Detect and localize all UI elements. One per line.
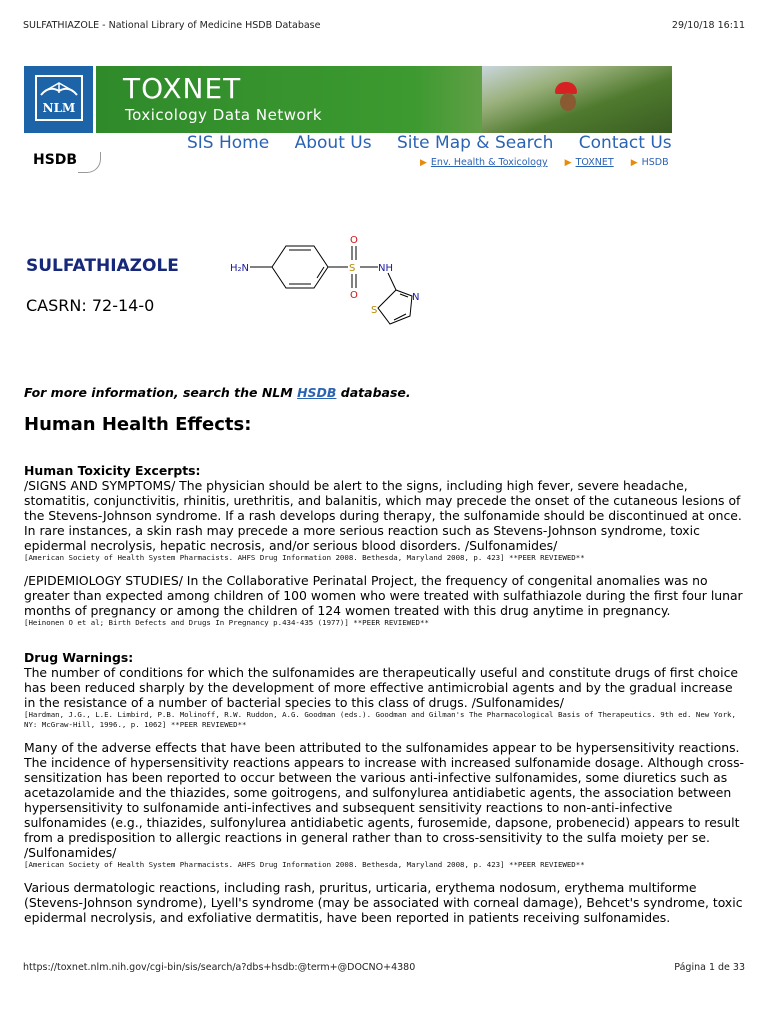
citation-drug-warning-1: [Hardman, J.G., L.E. Limbird, P.B. Molinoff, R.W. Ruddon, A.G. Goodman (eds.). Goodman and Gilman's The Pharmacological Basis of Therapeutics. 9th ed. New York, NY: McGraw-Hill, 1996., p. 1062] **PEER REVIEWED** [24, 710, 736, 729]
toxnet-banner[interactable] [24, 66, 672, 133]
citation-epidemiology: [Heinonen O et al; Birth Defects and Drugs In Pregnancy p.434-435 (1977)] **PEER REVIEWED** [24, 618, 429, 627]
entry-drug-warning-2: Many of the adverse effects that have been attributed to the sulfonamides appear to be hypersensitivity reactions. The incidence of hypersensitivity reactions appears to increase with increased sulfonamide dosage. Although cross-sensitization has been reported to occur between the various anti-infective sulfonamides, some diuretics such as acetazolamide and the thiazides, some goitrogens, and sulfonylurea antidiabetic agents, the association between hypersensitivity to sulfonamide anti-infectives and subsequent sensitivity reactions to non-anti-infective sulfonamides (e.g., thiazides, sulfonylurea antidiabetic agents, furosemide, dapsone, probenecid) appears to result from a predisposition to allergic reactions in general rather than to cross-sensitivity to the sulfa moiety per se. /Sulfonamides/ [24, 740, 744, 860]
banner-green [96, 66, 672, 133]
breadcrumb-toxnet[interactable]: TOXNET [575, 157, 614, 168]
atom-label-ring-s: S [371, 305, 378, 316]
triangle-right-icon: ▶ [564, 158, 572, 168]
face-shape [560, 93, 576, 111]
breadcrumb [420, 157, 669, 168]
nlm-logo[interactable] [24, 66, 96, 133]
print-header [23, 20, 745, 34]
print-header-title: SULFATHIAZOLE - National Library of Medicine HSDB Database [23, 20, 321, 31]
compound-name: SULFATHIAZOLE [26, 256, 179, 276]
heading-drug-warnings: Drug Warnings: [24, 650, 134, 665]
entry-drug-warning-1: The number of conditions for which the sulfonamides are therapeutically useful and constitute drugs of first choice has been reduced sharply by the development of more effective antimicrobial agents and by the gradual increase in the resistance of a number of bacterial species to this class of drugs. /Sulfonamides/ [24, 665, 739, 710]
spacer [24, 638, 746, 650]
toxnet-title: TOXNET [123, 72, 242, 105]
atom-label-ring-n: N [412, 292, 420, 303]
toxnet-subtitle: Toxicology Data Network [125, 106, 323, 124]
triangle-right-icon: ▶ [630, 158, 638, 168]
top-nav [187, 133, 672, 153]
section-title-human-health: Human Health Effects: [24, 414, 252, 435]
print-footer-page: Página 1 de 33 [674, 962, 745, 973]
hsdb-label: HSDB [33, 152, 78, 168]
citation-signs-symptoms: [American Society of Health System Pharmacists. AHFS Drug Information 2008. Bethesda, Maryland 2008, p. 423] **PEER REVIEWED** [24, 553, 585, 562]
print-header-datetime: 29/10/18 16:11 [671, 20, 745, 31]
breadcrumb-hsdb[interactable]: HSDB [641, 157, 669, 168]
atom-label-oxygen-bottom: O [350, 290, 358, 301]
atom-label-sulfur: S [349, 263, 356, 274]
nlm-logo-text: NLM [42, 101, 76, 115]
compound-casrn: CASRN: 72-14-0 [26, 296, 155, 315]
entry-epidemiology: /EPIDEMIOLOGY STUDIES/ In the Collaborative Perinatal Project, the frequency of congenital anomalies was no greater than expected among children of 100 women who were treated with sulfathiazole during the first four lunar months of pregnancy or among the children of 124 women treated with this drug anytime in pregnancy. [24, 573, 743, 618]
breadcrumb-env-health[interactable]: Env. Health & Toxicology [430, 157, 548, 168]
nav-sis-home[interactable]: SIS Home [187, 133, 270, 153]
entry-signs-symptoms: /SIGNS AND SYMPTOMS/ The physician should be alert to the signs, including high fever, severe headache, stomatitis, conjunctivitis, rhinitis, urethritis, and balanitis, which may precede the onset of the cutaneous lesions of the Stevens-Johnson syndrome. If a rash develops during therapy, the sulfonamide should be discontinued at once. In rare instances, a skin rash may precede a more serious reaction such as Stevens-Johnson syndrome, toxic epidermal necrolysis, hepatic necrosis, and/or serious blood disorders. /Sulfonamides/ [24, 478, 742, 553]
book-icon [37, 79, 81, 101]
more-info-prefix: For more information, search the NLM [24, 385, 298, 400]
farmer-photo [482, 66, 672, 133]
chemical-structure [228, 232, 428, 337]
atom-label-amine: H₂N [230, 263, 250, 274]
compound-title-area [26, 256, 179, 276]
nlm-logo-frame [35, 75, 83, 121]
more-info-line [24, 385, 411, 400]
hsdb-curve-decoration [78, 152, 101, 173]
entry-drug-warning-3: Various dermatologic reactions, including rash, pruritus, urticaria, erythema nodosum, erythema multiforme (Stevens-Johnson syndrome), Lyell's syndrome (may be associated with corneal damage), Behcet's syndrome, toxic epidermal necrolysis, and exfoliative dermatitis, have been reported in patients receiving sulfonamides. [24, 880, 743, 925]
more-info-suffix: database. [336, 385, 411, 400]
atom-label-oxygen-top: O [350, 235, 358, 246]
heading-human-toxicity: Human Toxicity Excerpts: [24, 463, 201, 478]
nav-contact-us[interactable]: Contact Us [578, 133, 672, 153]
nav-about-us[interactable]: About Us [294, 133, 372, 153]
citation-drug-warning-2: [American Society of Health System Pharmacists. AHFS Drug Information 2008. Bethesda, Maryland 2008, p. 423] **PEER REVIEWED** [24, 860, 585, 869]
main-content [24, 463, 746, 925]
hsdb-link[interactable]: HSDB [297, 385, 337, 400]
atom-label-nh: NH [378, 263, 393, 274]
print-footer-url: https://toxnet.nlm.nih.gov/cgi-bin/sis/search/a?dbs+hsdb:@term+@DOCNO+4380 [23, 962, 416, 973]
triangle-right-icon: ▶ [420, 158, 427, 168]
nav-site-map-search[interactable]: Site Map & Search [396, 133, 554, 153]
